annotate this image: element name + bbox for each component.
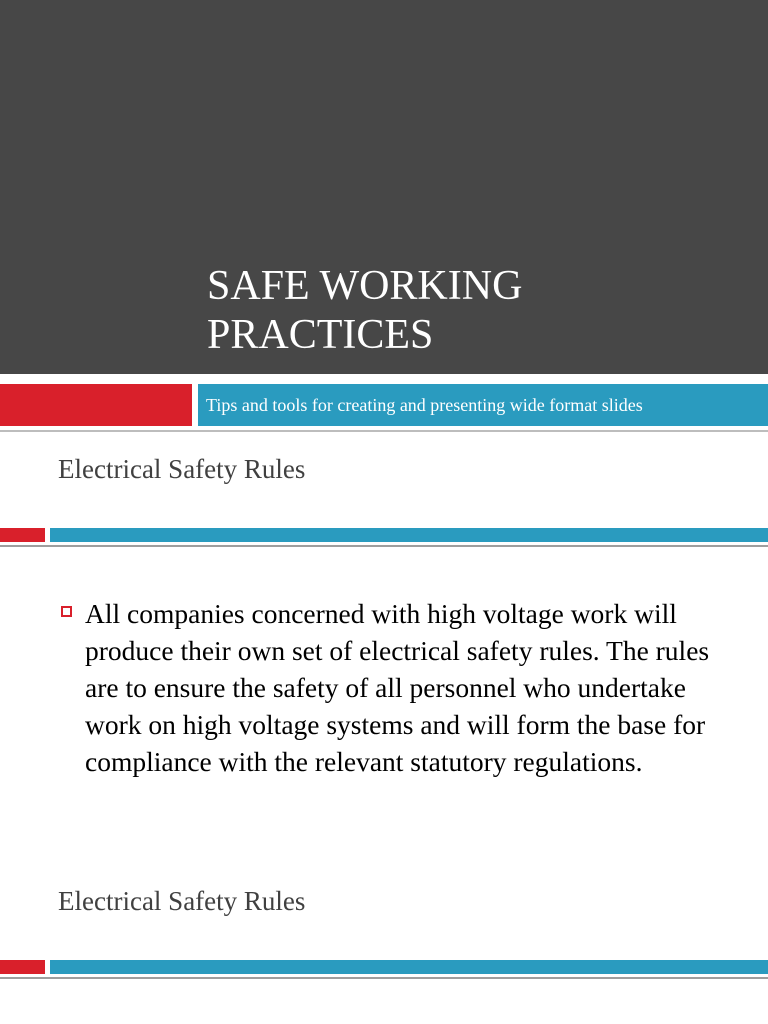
- bullet-list: [0, 595, 768, 780]
- slide-title: [207, 262, 747, 360]
- heading-bar-red: [0, 960, 45, 974]
- heading-bar-blue: [50, 528, 768, 542]
- slide-title-line-2: PRACTICES: [207, 312, 434, 358]
- heading-underline: [0, 977, 768, 979]
- slide-heading: Electrical Safety Rules: [58, 886, 306, 916]
- bullet-item: [0, 595, 768, 780]
- square-bullet-icon: [61, 606, 72, 617]
- subtitle-band: [198, 384, 768, 426]
- accent-red-block: [0, 384, 192, 426]
- slide-title-line-1: SAFE WORKING: [207, 263, 523, 309]
- slide-heading: Electrical Safety Rules: [58, 454, 306, 484]
- title-slide: [0, 0, 768, 432]
- content-slide-1: [0, 432, 768, 864]
- heading-underline: [0, 545, 768, 547]
- heading-bar-blue: [50, 960, 768, 974]
- heading-bar-red: [0, 528, 45, 542]
- bullet-text: All companies concerned with high voltage work will produce their own set of electrical safety rules. The rules are to ensure the safety of all personnel who undertake work on high voltage systems and will form the base for compliance with the relevant statutory regulations.: [85, 598, 710, 777]
- slide-subtitle: Tips and tools for creating and presenting wide format slides: [206, 395, 643, 415]
- content-slide-2: [0, 864, 768, 1024]
